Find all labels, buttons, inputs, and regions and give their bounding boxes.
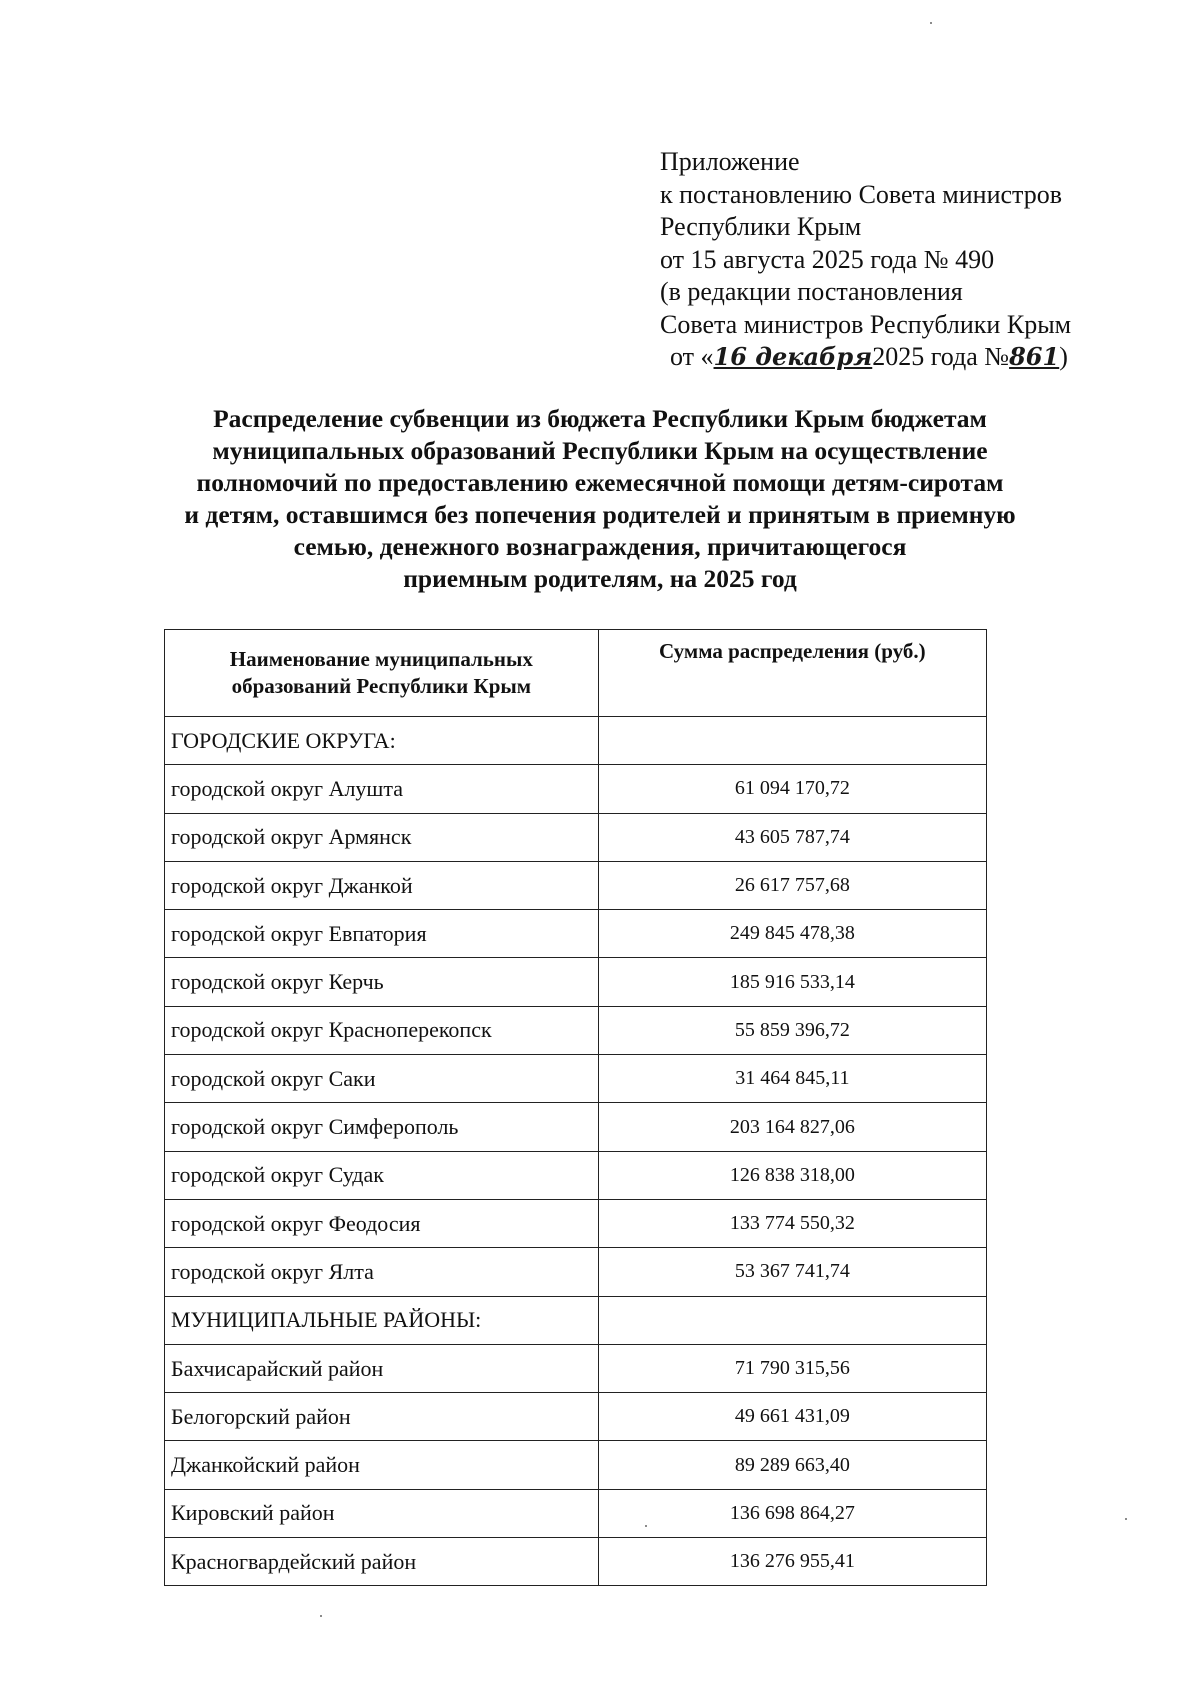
- amount-value: 133 774 550,32: [598, 1199, 986, 1247]
- amount-value: 126 838 318,00: [598, 1151, 986, 1199]
- municipality-name: городской округ Керчь: [165, 958, 599, 1006]
- section-row-urban: [165, 717, 987, 765]
- section-row-districts: [165, 1296, 987, 1344]
- table-row: [165, 813, 987, 861]
- amount-value: 136 698 864,27: [598, 1489, 986, 1537]
- title-line: муниципальных образований Республики Крым на осуществление: [212, 436, 988, 465]
- amount-value: 71 790 315,56: [598, 1344, 986, 1392]
- date-suffix: ): [1059, 342, 1068, 371]
- municipality-name: городской округ Алушта: [165, 765, 599, 813]
- handwritten-date: 16 декабря: [713, 342, 873, 371]
- header-municipality-line2: образований Республики Крым: [231, 674, 532, 698]
- scan-speck: [930, 22, 932, 24]
- date-prefix: от «: [670, 342, 714, 371]
- municipality-name: городской округ Судак: [165, 1151, 599, 1199]
- scan-speck: [320, 1615, 322, 1617]
- amount-value: 26 617 757,68: [598, 861, 986, 909]
- amount-value: 89 289 663,40: [598, 1441, 986, 1489]
- amount-value: 55 859 396,72: [598, 1006, 986, 1054]
- municipality-name: городской округ Красноперекопск: [165, 1006, 599, 1054]
- municipality-name: городской округ Евпатория: [165, 910, 599, 958]
- appendix-line: Совета министров Республики Крым: [660, 309, 1072, 339]
- title-line: полномочий по предоставлению ежемесячной помощи детям-сиротам: [196, 468, 1004, 497]
- empty-cell: [598, 717, 986, 765]
- scan-speck: [1125, 1518, 1127, 1520]
- table-row: [165, 958, 987, 1006]
- appendix-line: к постановлению Совета министров: [660, 179, 1062, 209]
- appendix-date-line: [660, 341, 1071, 374]
- scan-speck: [645, 1525, 647, 1527]
- municipality-name: Красногвардейский район: [165, 1538, 599, 1586]
- table-row: [165, 861, 987, 909]
- table-row: [165, 1344, 987, 1392]
- amount-value: 31 464 845,11: [598, 1055, 986, 1103]
- empty-cell: [598, 1296, 986, 1344]
- table-row: [165, 1151, 987, 1199]
- section-label-districts: МУНИЦИПАЛЬНЫЕ РАЙОНЫ:: [165, 1296, 599, 1344]
- amount-value: 136 276 955,41: [598, 1538, 986, 1586]
- appendix-line: Приложение: [660, 147, 800, 176]
- handwritten-number: 861: [1009, 342, 1060, 371]
- table-row: [165, 765, 987, 813]
- title-line: приемным родителям, на 2025 год: [403, 564, 797, 593]
- distribution-table: [164, 629, 987, 1586]
- title-line: и детям, оставшимся без попечения родителей и принятым в приемную: [184, 500, 1016, 529]
- amount-value: 249 845 478,38: [598, 910, 986, 958]
- table-row: [165, 1489, 987, 1537]
- date-middle: 2025 года №: [872, 342, 1010, 371]
- table-row: [165, 1248, 987, 1296]
- municipality-name: Джанкойский район: [165, 1441, 599, 1489]
- appendix-block: [660, 146, 1071, 374]
- header-municipality-line1: Наименование муниципальных: [229, 647, 533, 671]
- municipality-name: городской округ Саки: [165, 1055, 599, 1103]
- table-row: [165, 1538, 987, 1586]
- header-municipality: [165, 630, 599, 717]
- municipality-name: городской округ Феодосия: [165, 1199, 599, 1247]
- appendix-line: (в редакции постановления: [660, 277, 963, 306]
- table-row: [165, 1199, 987, 1247]
- amount-value: 43 605 787,74: [598, 813, 986, 861]
- amount-value: 53 367 741,74: [598, 1248, 986, 1296]
- municipality-name: городской округ Джанкой: [165, 861, 599, 909]
- appendix-line: от 15 августа 2025 года № 490: [660, 244, 995, 274]
- municipality-name: Бахчисарайский район: [165, 1344, 599, 1392]
- table-row: [165, 1441, 987, 1489]
- amount-value: 49 661 431,09: [598, 1393, 986, 1441]
- municipality-name: городской округ Армянск: [165, 813, 599, 861]
- section-label-urban: ГОРОДСКИЕ ОКРУГА:: [165, 717, 599, 765]
- document-title: [100, 403, 1100, 595]
- appendix-line: Республики Крым: [660, 212, 862, 241]
- municipality-name: городской округ Симферополь: [165, 1103, 599, 1151]
- amount-value: 185 916 533,14: [598, 958, 986, 1006]
- table-row: [165, 1393, 987, 1441]
- amount-value: 203 164 827,06: [598, 1103, 986, 1151]
- title-line: семью, денежного вознаграждения, причитающегося: [293, 532, 907, 561]
- municipality-name: Кировский район: [165, 1489, 599, 1537]
- municipality-name: Белогорский район: [165, 1393, 599, 1441]
- table-row: [165, 910, 987, 958]
- table-row: [165, 1055, 987, 1103]
- title-line: Распределение субвенции из бюджета Республики Крым бюджетам: [213, 404, 987, 433]
- table-header-row: [165, 630, 987, 717]
- amount-value: 61 094 170,72: [598, 765, 986, 813]
- table-row: [165, 1006, 987, 1054]
- table-row: [165, 1103, 987, 1151]
- municipality-name: городской округ Ялта: [165, 1248, 599, 1296]
- header-amount: Сумма распределения (руб.): [598, 630, 986, 717]
